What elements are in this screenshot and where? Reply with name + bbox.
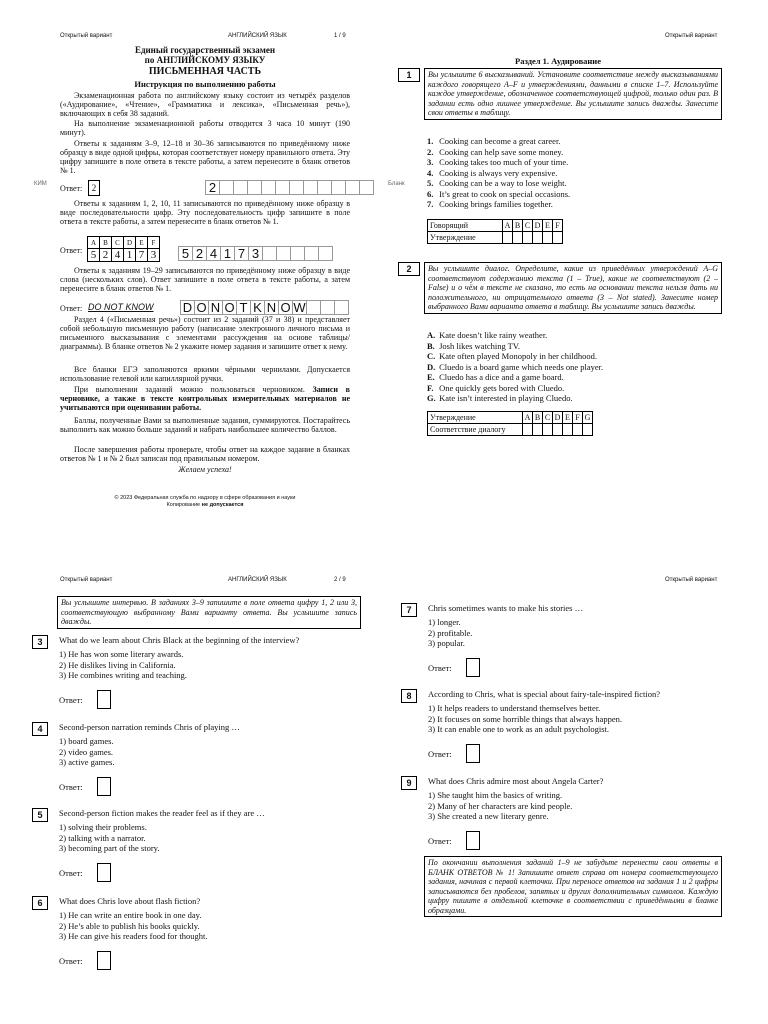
answer-option: 3) active games. bbox=[59, 757, 115, 767]
task-number-5: 5 bbox=[32, 808, 48, 822]
grid-cell: 2 bbox=[205, 180, 219, 195]
task1-table-answer-cell[interactable] bbox=[553, 232, 563, 244]
answer-option: 2) talking with a narrator. bbox=[59, 832, 146, 843]
grid-cell bbox=[331, 180, 345, 195]
task2-statement-marker: B. bbox=[427, 340, 435, 351]
grid-cell: N bbox=[264, 300, 278, 315]
grid-cell bbox=[317, 180, 331, 195]
task1-statement-text: Cooking can become a great career. bbox=[437, 136, 561, 146]
paragraph-time: На выполнение экзаменационной работы отводится 3 часа 10 минут (190 минут). bbox=[60, 119, 350, 137]
task2-table-column-letter: G bbox=[583, 412, 593, 424]
task-number-2: 2 bbox=[398, 262, 420, 276]
question-4-answer-label: Ответ: bbox=[59, 782, 83, 792]
example1-answer-box: 2 bbox=[88, 180, 100, 196]
question-8-answer-box[interactable] bbox=[466, 744, 480, 763]
task2-statement-text: Kate often played Monopoly in her childhood. bbox=[437, 351, 598, 361]
example2-digit-cell: 5 bbox=[88, 249, 100, 262]
task2-answer-table bbox=[427, 411, 593, 436]
task-number-9: 9 bbox=[401, 776, 417, 790]
task2-statement-item bbox=[427, 383, 603, 394]
task1-statement-marker: 1. bbox=[427, 136, 434, 146]
example3-blank-grid bbox=[180, 300, 349, 315]
question-3-answer-box[interactable] bbox=[97, 690, 111, 709]
task2-table-column-letter: D bbox=[553, 412, 563, 424]
answer-option: 2) It focuses on some horrible things that always happen. bbox=[428, 713, 623, 724]
question-3-options bbox=[59, 649, 187, 681]
header-page-number: 2 / 9 bbox=[334, 577, 346, 583]
task1-statement-marker: 3. bbox=[427, 157, 434, 167]
task1-answer-table bbox=[427, 219, 563, 244]
task1-statement-text: Cooking can be a way to lose weight. bbox=[437, 178, 567, 188]
question-4-options bbox=[59, 736, 114, 768]
task1-table-column-letter: A bbox=[503, 220, 513, 232]
task1-statement-item bbox=[427, 157, 570, 168]
task1-statement-marker: 5. bbox=[427, 178, 434, 188]
grid-cell: K bbox=[250, 300, 264, 315]
example2-letter-cell: E bbox=[136, 237, 148, 249]
grid-cell bbox=[334, 300, 349, 315]
question-8-options bbox=[428, 703, 622, 735]
task1-statement-marker: 2. bbox=[427, 146, 434, 157]
task2-table-column-letter: F bbox=[573, 412, 583, 424]
question-8-text: According to Chris, what is special about fairy-tale-inspired fiction? bbox=[428, 689, 661, 699]
question-6-text: What does Chris love about flash fiction? bbox=[59, 896, 201, 906]
task1-statement-text: Cooking is always very expensive. bbox=[437, 167, 558, 178]
grid-cell bbox=[262, 246, 276, 261]
example2-letter-cell: B bbox=[100, 237, 112, 249]
answer-option: 1) longer. bbox=[428, 617, 461, 627]
paragraph-digit-sequence: Ответы к заданиям 1, 2, 10, 11 записываются по приведённому ниже образцу в виде последовательности цифр. Эту последовательность цифр запишите в поле ответа в тексте работы, а затем перенесите в бланк ответов № 1. bbox=[60, 199, 350, 226]
section-title: Раздел 1. Аудирование bbox=[515, 56, 601, 66]
answer-option: 2) profitable. bbox=[428, 627, 473, 638]
question-9-options bbox=[428, 790, 572, 822]
grid-cell: O bbox=[222, 300, 236, 315]
task2-table-answer-cell[interactable] bbox=[523, 424, 533, 436]
paragraph-draft bbox=[60, 385, 350, 412]
question-7-answer-label: Ответ: bbox=[428, 663, 452, 673]
example2-letter-cell: F bbox=[148, 237, 160, 249]
grid-cell bbox=[304, 246, 318, 261]
task2-table-answer-cell[interactable] bbox=[573, 424, 583, 436]
copy-restriction bbox=[60, 502, 350, 509]
question-3-text: What do we learn about Chris Black at the beginning of the interview? bbox=[59, 635, 300, 645]
task2-statement-marker: F. bbox=[427, 382, 434, 393]
paragraph-check: После завершения работы проверьте, чтобы ответ на каждое задание в бланках ответов № 1 и № 2 был записан под правильным номером. bbox=[60, 445, 350, 463]
task2-statement-item bbox=[427, 393, 603, 404]
task2-statement-item bbox=[427, 362, 603, 373]
grid-cell: 4 bbox=[206, 246, 220, 261]
instructions-heading: Инструкция по выполнению работы bbox=[134, 79, 276, 89]
answer-option: 3) He can give his readers food for thought. bbox=[59, 931, 208, 941]
grid-cell bbox=[306, 300, 320, 315]
copyright-footer bbox=[60, 495, 350, 509]
question-5-options bbox=[59, 822, 159, 854]
task1-statement-text: It’s great to cook on special occasions. bbox=[437, 188, 571, 199]
question-7-answer-box[interactable] bbox=[466, 658, 480, 677]
question-9-text: What does Chris admire most about Angela Carter? bbox=[428, 776, 604, 786]
task2-statement-item bbox=[427, 330, 603, 341]
answer-option: 1) solving their problems. bbox=[59, 822, 147, 832]
grid-cell: N bbox=[208, 300, 222, 315]
answer-option: 1) It helps readers to understand themselves better. bbox=[428, 703, 601, 713]
task-number-1: 1 bbox=[398, 68, 420, 82]
interview-intro: Вы услышите интервью. В заданиях 3–9 запишите в поле ответа цифру 1, 2 или 3, соответствующую выбранному Вами варианту ответа. Вы услышите запись дважды. bbox=[57, 596, 361, 629]
grid-cell: W bbox=[293, 300, 306, 315]
question-9-answer-label: Ответ: bbox=[428, 836, 452, 846]
question-6-answer-label: Ответ: bbox=[59, 956, 83, 966]
good-luck-text: Желаем успеха! bbox=[178, 465, 232, 474]
header-variant: Открытый вариант bbox=[60, 33, 113, 39]
task2-statements bbox=[427, 330, 603, 404]
paragraph-scores: Баллы, полученные Вами за выполненные задания, суммируются. Постарайтесь выполнить как можно больше заданий и набрать наибольшее количество баллов. bbox=[60, 416, 350, 434]
paragraph-word-answer: Ответы к заданиям 19–29 записываются по приведённому ниже образцу в виде слова (нескольких слов). Ответ запишите в поле ответа в тексте работы, а затем перенесите в бланк ответов № 1. bbox=[60, 266, 350, 293]
task1-table-column-letter: F bbox=[553, 220, 563, 232]
task1-statement-item bbox=[427, 136, 570, 147]
task2-table-column-letter: E bbox=[563, 412, 573, 424]
paragraph-draft-normal: При выполнении заданий можно пользоваться черновиком. bbox=[74, 385, 305, 394]
example2-table bbox=[87, 236, 160, 262]
task1-table-answer-cell[interactable] bbox=[533, 232, 543, 244]
title-line-1: Единый государственный экзамен bbox=[134, 45, 276, 55]
task-number-8: 8 bbox=[401, 689, 417, 703]
task2-table-answer-cell[interactable] bbox=[563, 424, 573, 436]
grid-cell bbox=[320, 300, 334, 315]
header-subject: АНГЛИЙСКИЙ ЯЗЫК bbox=[228, 577, 287, 583]
answer-option: 2) video games. bbox=[59, 746, 114, 757]
task2-statement-item bbox=[427, 341, 603, 352]
task1-statements bbox=[427, 136, 570, 210]
answer-option: 1) She taught him the basics of writing. bbox=[428, 790, 563, 800]
task1-statement-text: Cooking can help save some money. bbox=[437, 146, 564, 157]
task1-table-answer-cell[interactable] bbox=[543, 232, 553, 244]
answer-option: 1) He has won some literary awards. bbox=[59, 649, 184, 659]
header-variant: Открытый вариант bbox=[665, 33, 718, 39]
task1-table-column-letter: C bbox=[523, 220, 533, 232]
answer-option: 3) She created a new literary genre. bbox=[428, 811, 549, 821]
question-5-answer-label: Ответ: bbox=[59, 868, 83, 878]
answer-option: 3) He combines writing and teaching. bbox=[59, 670, 187, 680]
grid-cell: 1 bbox=[220, 246, 234, 261]
task2-statement-text: Cluedo is a board game which needs one player. bbox=[437, 361, 604, 372]
task1-table-column-letter: B bbox=[513, 220, 523, 232]
page-title bbox=[60, 45, 350, 89]
grid-cell bbox=[261, 180, 275, 195]
title-line-3: ПИСЬМЕННАЯ ЧАСТЬ bbox=[148, 66, 262, 77]
answer-option: 1) He can write an entire book in one day. bbox=[59, 910, 202, 920]
task1-statement-marker: 7. bbox=[427, 199, 434, 209]
grid-cell bbox=[247, 180, 261, 195]
task2-table-answer-cell[interactable] bbox=[583, 424, 593, 436]
grid-cell bbox=[276, 246, 290, 261]
task1-table-row-header: Говорящий bbox=[428, 220, 503, 232]
side-label-blank: Бланк bbox=[388, 181, 405, 187]
paragraph-ink: Все бланки ЕГЭ заполняются яркими чёрными чернилами. Допускается использование гелевой или капиллярной ручки. bbox=[60, 365, 350, 383]
task2-statement-marker: E. bbox=[427, 372, 435, 382]
task2-statement-marker: A. bbox=[427, 330, 436, 340]
grid-cell: D bbox=[180, 300, 194, 315]
question-6-answer-box[interactable] bbox=[97, 951, 111, 970]
grid-cell: 2 bbox=[192, 246, 206, 261]
task1-table-answer-cell[interactable] bbox=[503, 232, 513, 244]
grid-cell bbox=[233, 180, 247, 195]
task2-statement-text: Kate doesn’t like rainy weather. bbox=[437, 330, 548, 340]
task2-statement-item bbox=[427, 351, 603, 362]
task1-statement-marker: 4. bbox=[427, 167, 434, 178]
example2-digit-cell: 7 bbox=[136, 249, 148, 262]
task2-statement-marker: G. bbox=[427, 393, 436, 403]
transfer-answers-note: По окончании выполнения заданий 1–9 не забудьте перенести свои ответы в БЛАНК ОТВЕТОВ № 1! Запишите ответ справа от номера соответствующего задания, начиная с первой клеточки. При переносе ответов на задания 1 и 2 цифры записываются без пробелов, запятых и других дополнительных символов. Каждую цифру пишите в отдельной клеточке в соответствии с приведёнными в бланке образцами. bbox=[424, 856, 722, 917]
task1-statement-item bbox=[427, 189, 570, 200]
task2-table-row-header: Соответствие диалогу bbox=[428, 424, 523, 436]
side-label-kim: КИМ bbox=[34, 181, 47, 187]
task2-instructions: Вы услышите диалог. Определите, какие из приведённых утверждений A–G соответствуют содержанию текста (1 – True), какие не соответствуют (2 – False) и о чём в тексте не сказано, то есть на основании текста нельзя дать ни положительного, ни отрицательного ответа (3 – Not stated). Занесите номер выбранного Вами варианта ответа в таблицу. Вы услышите запись дважды. bbox=[424, 262, 722, 314]
paragraph-draft-bold: Записи в черновике, а также в тексте контрольных измерительных материалов не учитываются при оценивании работы. bbox=[60, 385, 350, 412]
answer-option: 2) Many of her characters are kind people. bbox=[428, 800, 573, 811]
question-5-text: Second-person fiction makes the reader feel as if they are … bbox=[59, 808, 265, 818]
question-4-answer-box[interactable] bbox=[97, 777, 111, 796]
question-5-answer-box[interactable] bbox=[97, 863, 111, 882]
answer-option: 3) becoming part of the story. bbox=[59, 843, 160, 853]
example2-digit-cell: 4 bbox=[112, 249, 124, 262]
task2-statement-marker: C. bbox=[427, 351, 436, 361]
task1-table-answer-cell[interactable] bbox=[523, 232, 533, 244]
example2-digit-cell: 3 bbox=[148, 249, 160, 262]
task1-statement-text: Cooking brings families together. bbox=[437, 199, 553, 209]
header-subject: АНГЛИЙСКИЙ ЯЗЫК bbox=[228, 33, 287, 39]
example2-letter-cell: C bbox=[112, 237, 124, 249]
task2-table-answer-cell[interactable] bbox=[533, 424, 543, 436]
example2-letter-cell: A bbox=[88, 237, 100, 249]
grid-cell bbox=[303, 180, 317, 195]
example2-digit-cell: 2 bbox=[100, 249, 112, 262]
example1-blank-grid bbox=[205, 180, 374, 195]
grid-cell: 5 bbox=[178, 246, 192, 261]
task-number-4: 4 bbox=[32, 722, 48, 736]
task-number-7: 7 bbox=[401, 603, 417, 617]
question-9-answer-box[interactable] bbox=[466, 831, 480, 850]
question-8-answer-label: Ответ: bbox=[428, 749, 452, 759]
grid-cell bbox=[290, 246, 304, 261]
task2-table-column-letter: C bbox=[543, 412, 553, 424]
example1-answer-label: Ответ: bbox=[60, 184, 83, 193]
grid-cell bbox=[289, 180, 303, 195]
task1-statement-text: Cooking takes too much of your time. bbox=[437, 157, 569, 167]
task2-statement-text: Kate isn’t interested in playing Cluedo. bbox=[437, 393, 573, 403]
task1-statement-item bbox=[427, 178, 570, 189]
answer-option: 3) popular. bbox=[428, 638, 465, 648]
example2-answer-label: Ответ: bbox=[60, 246, 83, 255]
copy-restriction-label: Копирование bbox=[166, 502, 201, 508]
grid-cell bbox=[318, 246, 333, 261]
grid-cell: T bbox=[236, 300, 250, 315]
task-number-6: 6 bbox=[32, 896, 48, 910]
example2-letter-cell: D bbox=[124, 237, 136, 249]
task2-table-column-letter: B bbox=[533, 412, 543, 424]
grid-cell bbox=[345, 180, 359, 195]
paragraph-single-digit: Ответы к заданиям 3–9, 12–18 и 30–36 записываются по приведённому ниже образцу в виде одной цифры, которая соответствует номеру правильного ответа. Эту цифру запишите в поле ответа в тексте работы, а затем перенесите в бланк ответов № 1. bbox=[60, 139, 350, 175]
task1-table-answer-cell[interactable] bbox=[513, 232, 523, 244]
question-7-options bbox=[428, 617, 472, 649]
header-variant: Открытый вариант bbox=[60, 577, 113, 583]
grid-cell: O bbox=[278, 300, 292, 315]
task1-table-row-header: Утверждение bbox=[428, 232, 503, 244]
answer-option: 2) He dislikes living in California. bbox=[59, 659, 176, 670]
task2-statement-text: Cluedo has a dice and a game board. bbox=[437, 372, 564, 382]
task2-statement-marker: D. bbox=[427, 361, 436, 372]
header-page-number: 1 / 9 bbox=[334, 33, 346, 39]
example2-digit-cell: 1 bbox=[124, 249, 136, 262]
task2-statement-text: One quickly gets bored with Cluedo. bbox=[437, 382, 565, 393]
header-variant: Открытый вариант bbox=[665, 577, 718, 583]
question-7-text: Chris sometimes wants to make his stories … bbox=[428, 603, 584, 613]
answer-option: 2) He’s able to publish his books quickly. bbox=[59, 920, 200, 931]
question-3-answer-label: Ответ: bbox=[59, 695, 83, 705]
task2-statement-item bbox=[427, 372, 603, 383]
task1-table-column-letter: D bbox=[533, 220, 543, 232]
title-line-2: по АНГЛИЙСКОМУ ЯЗЫКУ bbox=[144, 55, 266, 65]
copyright-line: © 2023 Федеральная служба по надзору в сфере образования и науки bbox=[114, 495, 296, 501]
task2-table-column-letter: A bbox=[523, 412, 533, 424]
task2-table-answer-cell[interactable] bbox=[553, 424, 563, 436]
question-4-text: Second-person narration reminds Chris of playing … bbox=[59, 722, 240, 732]
task1-instructions: Вы услышите 6 высказываний. Установите соответствие между высказываниями каждого говорящего A–F и утверждениями, данными в списке 1–7. Используйте каждое утверждение, обозначенное соответствующей цифрой, только один раз. В задании есть одно лишнее утверждение. Вы услышите запись дважды. Занесите свои ответы в таблицу. bbox=[424, 68, 722, 120]
task1-statement-item bbox=[427, 147, 570, 158]
paragraph-writing-section: Раздел 4 («Письменная речь») состоит из 2 заданий (37 и 38) и представляет собой небольшую письменную работу (написание электронного личного письма и письменного высказывания с элементами рассуждения на основе таблицы/диаграммы). В бланке ответов № 2 укажите номер задания и запишите ответ к нему. bbox=[60, 315, 350, 351]
grid-cell bbox=[219, 180, 233, 195]
example3-answer-label: Ответ: bbox=[60, 304, 83, 313]
question-6-options bbox=[59, 910, 207, 942]
task1-table-column-letter: E bbox=[543, 220, 553, 232]
paragraph-structure: Экзаменационная работа по английскому языку состоит из четырёх разделов («Аудирование», «Чтение», «Грамматика и лексика», «Письменная речь»), включающих в себя 38 заданий. bbox=[60, 91, 350, 118]
task2-table-answer-cell[interactable] bbox=[543, 424, 553, 436]
grid-cell bbox=[359, 180, 374, 195]
example3-answer-text: DO NOT KNOW bbox=[88, 302, 154, 312]
grid-cell: O bbox=[194, 300, 208, 315]
example2-blank-grid bbox=[178, 246, 333, 261]
grid-cell: 7 bbox=[234, 246, 248, 261]
copy-restriction-bold: не допускается bbox=[201, 502, 244, 508]
task1-statement-item bbox=[427, 168, 570, 179]
task2-statement-text: Josh likes watching TV. bbox=[437, 340, 521, 351]
task2-table-row-header: Утверждение bbox=[428, 412, 523, 424]
answer-option: 1) board games. bbox=[59, 736, 114, 746]
task1-statement-item bbox=[427, 199, 570, 210]
grid-cell bbox=[275, 180, 289, 195]
task-number-3: 3 bbox=[32, 635, 48, 649]
grid-cell: 3 bbox=[248, 246, 262, 261]
task1-statement-marker: 6. bbox=[427, 188, 434, 199]
answer-option: 3) It can enable one to work as an adult psychologist. bbox=[428, 724, 610, 734]
